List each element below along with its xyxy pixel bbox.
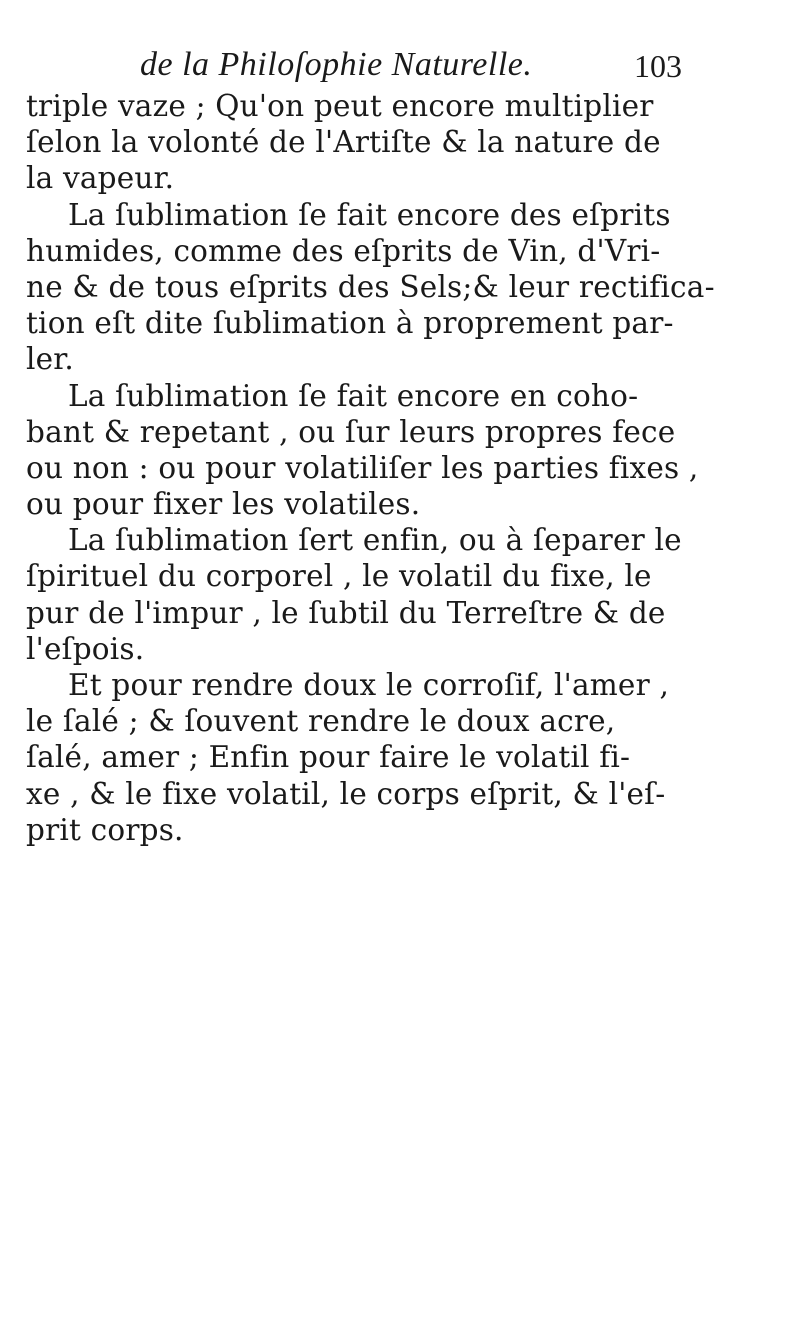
paragraph-first-line: La ſublimation ſe fait encore des eſprits bbox=[68, 197, 671, 232]
text-line: ou non : ou pour volatiliſer les parties fixes , bbox=[26, 450, 699, 485]
text-line: prit corps. bbox=[26, 812, 184, 847]
paragraph-first-line: La ſublimation ſert enfin, ou à ſeparer le bbox=[68, 523, 682, 558]
text-line: bant & repetant , ou ſur leurs propres fece bbox=[26, 414, 676, 449]
text-line: triple vaze ; Qu'on peut encore multiplier bbox=[26, 89, 654, 123]
text-line: l'eſpois. bbox=[26, 631, 145, 666]
text-line: pur de l'impur , le ſubtil du Terreſtre & de bbox=[26, 595, 666, 630]
text-line: la vapeur. bbox=[26, 161, 175, 196]
body-text bbox=[26, 88, 715, 848]
paragraph-first-line: Et pour rendre doux le corroſif, l'amer , bbox=[68, 668, 670, 702]
text-line: tion eſt dite ſublimation à proprement par- bbox=[26, 306, 674, 341]
text-line: humides, comme des eſprits de Vin, d'Vri- bbox=[26, 233, 661, 268]
running-title: de la Philoſophie Naturelle. bbox=[140, 46, 533, 83]
running-head bbox=[0, 46, 800, 90]
text-line: xe , & le fixe volatil, le corps eſprit, & l'eſ- bbox=[26, 776, 666, 811]
text-line: ſpirituel du corporel , le volatil du fixe, le bbox=[26, 559, 652, 594]
text-line: ler. bbox=[26, 342, 74, 377]
page-number: 103 bbox=[634, 48, 682, 84]
text-line: le ſalé ; & ſouvent rendre le doux acre, bbox=[26, 704, 616, 739]
paragraph-first-line: La ſublimation ſe fait encore en coho- bbox=[68, 378, 639, 413]
text-line: ou pour fixer les volatiles. bbox=[26, 487, 421, 522]
text-line: ne & de tous eſprits des Sels;& leur rectifica- bbox=[26, 269, 715, 304]
text-line: ſalé, amer ; Enfin pour faire le volatil fi- bbox=[26, 740, 631, 775]
text-line: ſelon la volonté de l'Artiſte & la nature de bbox=[26, 125, 661, 160]
